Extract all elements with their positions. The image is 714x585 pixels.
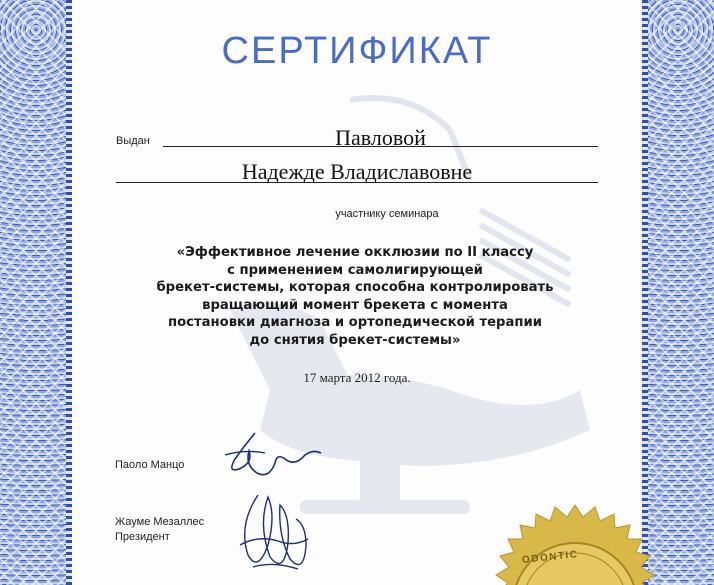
signer-1-name: Паоло Манцо	[115, 459, 185, 471]
recipient-given-names: Надежде Владиславовне	[241, 159, 473, 184]
seminar-line: брекет-системы, которая способна контролировать	[156, 280, 554, 295]
certificate-title: СЕРТИФИКАТ	[221, 30, 493, 72]
issued-label: Выдан	[116, 135, 150, 147]
participant-text: участнику семинара	[335, 208, 439, 220]
seal-text: ODONTIC	[521, 549, 580, 566]
signer-2-block	[115, 515, 204, 545]
signer-2-title: Президент	[115, 531, 170, 543]
guilloche-border-left	[0, 0, 72, 585]
seminar-line: «Эффективное лечение окклюзии по II классу	[176, 245, 534, 260]
seminar-line: с применением самолигирующей	[227, 262, 483, 278]
seminar-line: постановки диагноза и ортопедической терапии	[168, 315, 542, 330]
guilloche-border-right	[642, 0, 714, 585]
recipient-surname: Павловой	[335, 125, 426, 150]
gold-seal	[470, 500, 680, 585]
signature-2	[228, 485, 318, 580]
certificate-date: 17 марта 2012 года.	[303, 370, 411, 385]
seminar-title	[140, 244, 570, 349]
signer-2-name: Жауме Мезаллес	[115, 516, 205, 528]
seminar-line: вращающий момент брекета с момента	[202, 297, 508, 313]
seminar-line: до снятия брекет-системы»	[249, 332, 461, 348]
signature-1	[205, 425, 325, 485]
